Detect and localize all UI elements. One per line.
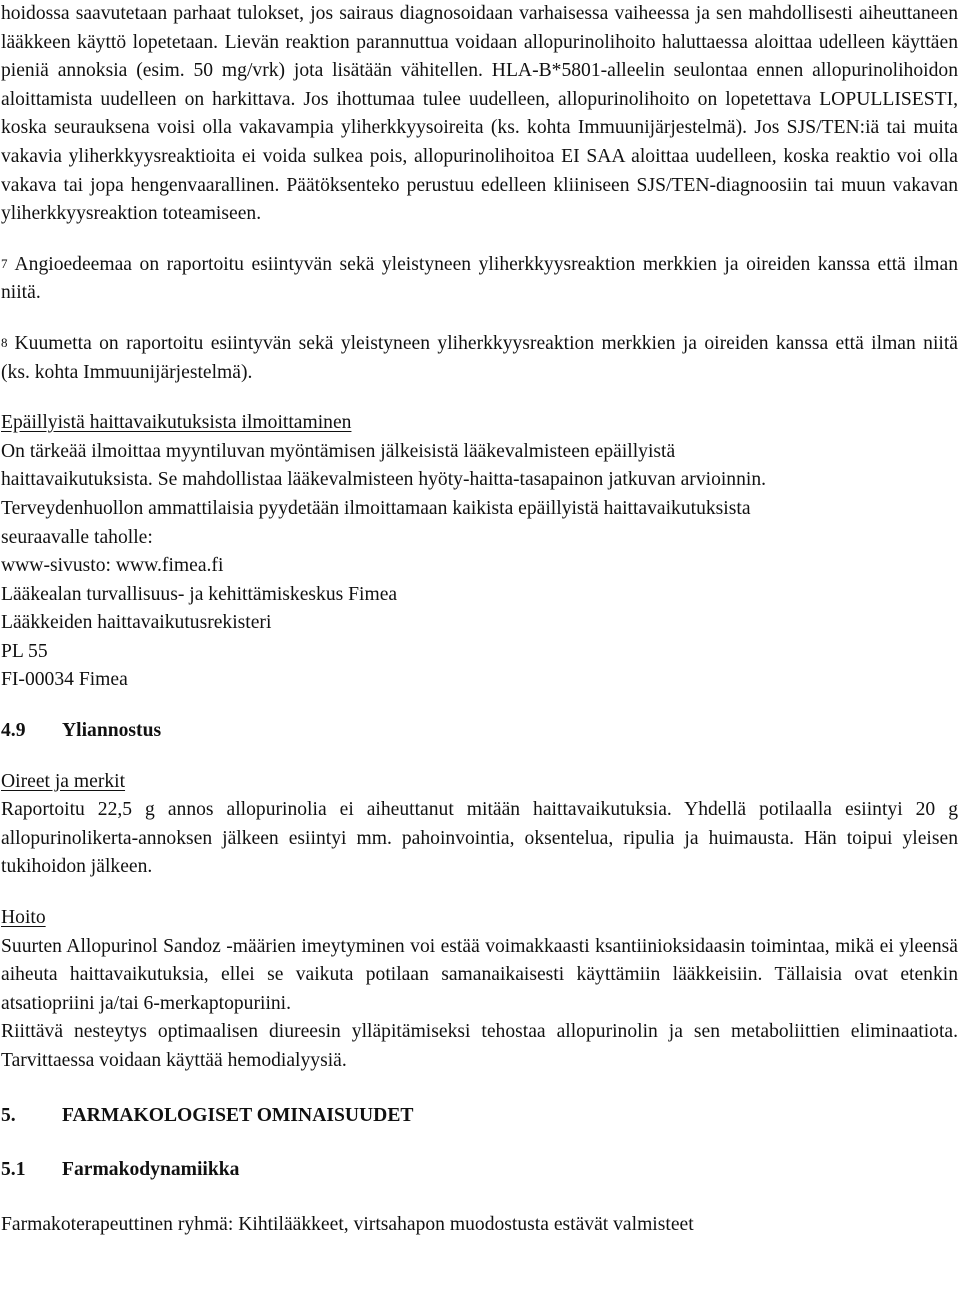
reporting-line: On tärkeää ilmoittaa myyntiluvan myöntämisen jälkeisistä lääkevalmisteen epäillyistä — [1, 440, 676, 462]
section-number: 5.1 — [1, 1159, 26, 1181]
reporting-line: seuraavalle taholle: — [1, 526, 153, 548]
reporting-line: Lääkkeiden haittavaikutusrekisteri — [1, 612, 272, 634]
footnote-7 — [1, 251, 958, 308]
reporting-heading: Epäillyistä haittavaikutuksista ilmoittaminen — [1, 412, 352, 434]
section-heading-5 — [1, 1102, 958, 1131]
reporting-line: PL 55 — [1, 640, 48, 662]
reporting-website: www-sivusto: www.fimea.fi — [1, 555, 224, 577]
symptoms-text: Raportoitu 22,5 g annos allopurinolia ei aiheuttanut mitään haittavaikutuksia. Yhdellä potilaalla esiintyi 20 g allopurinolikerta-annoksen jälkeen esiintyi mm. pahoinvointia, oksentelua, ripulia ja huimausta. Hän toipui yleisen tukihoidon jälkeen. — [1, 799, 958, 878]
section-title: Farmakodynamiikka — [62, 1159, 240, 1181]
footnote-8 — [1, 330, 958, 387]
reporting-line: haittavaikutuksista. Se mahdollistaa lääkevalmisteen hyöty-haitta-tasapainon jatkuvan arvioinnin. — [1, 469, 767, 491]
footnote-text: Kuumetta on raportoitu esiintyvän sekä yleistyneen yliherkkyysreaktion merkkien ja oireiden kanssa että ilman niitä (ks. kohta Immuunijärjestelmä). — [1, 332, 958, 383]
reporting-line: FI-00034 Fimea — [1, 669, 128, 691]
pharmacotherapeutic-group: Farmakoterapeuttinen ryhmä: Kihtilääkkeet, virtsahapon muodostusta estävät valmisteet — [1, 1213, 694, 1235]
footnote-text: Angioedeemaa on raportoitu esiintyvän sekä yleistyneen yliherkkyysreaktion merkkien ja oireiden kanssa että ilman niitä. — [1, 253, 958, 304]
footnote-marker: 8 — [1, 334, 8, 350]
footnote-marker: 7 — [1, 255, 8, 271]
section-title: Yliannostus — [62, 720, 162, 742]
section-heading-5-1 — [1, 1156, 958, 1185]
section-title: FARMAKOLOGISET OMINAISUUDET — [62, 1104, 414, 1126]
section-heading-4-9 — [1, 717, 958, 746]
section-number: 4.9 — [1, 720, 26, 742]
treatment-text: Riittävä nesteytys optimaalisen diureesin ylläpitämiseksi tehostaa allopurinolin ja sen metaboliittien eliminaatiota. Tarvittaessa voidaan käyttää hemodialyysiä. — [1, 1021, 958, 1071]
reporting-line: Terveydenhuollon ammattilaisia pyydetään ilmoittamaan kaikista epäillyistä haittavaikutuksista — [1, 497, 751, 519]
section-number: 5. — [1, 1104, 16, 1126]
intro-paragraph: hoidossa saavutetaan parhaat tulokset, jos sairaus diagnosoidaan varhaisessa vaiheessa ja sen mahdollisesti aiheuttaneen lääkkeen käyttö lopetetaan. Lievän reaktion parannuttua voidaan allopurinolihoito haluttaessa aloittaa udelleen käyttäen pieniä annoksia (esim. 50 mg/vrk) jota lisätään vähitellen. HLA-B*5801-alleelin seulontaa ennen allopurinolihoidon aloittamista uudelleen on harkittava. Jos ihottumaa tulee uudelleen, allopurinolihoito on lopetettava LOPULLISESTI, koska seurauksena voisi olla vakavampia yliherkkyysoireita (ks. kohta Immuunijärjestelmä). Jos SJS/TEN:iä tai muita vakavia yliherkkyysreaktioita ei voida sulkea pois, allopurinolihoitoa EI SAA aloittaa uudelleen, koska reaktio voi olla vakava tai jopa hengenvaarallinen. Päätöksenteko perustuu edelleen kliiniseen SJS/TEN-diagnoosiin tai muun vakavan yliherkkyysreaktion toteamiseen. — [1, 3, 958, 225]
treatment-text: Suurten Allopurinol Sandoz -määrien imeytyminen voi estää voimakkaasti ksantiinioksidaasin toimintaa, mikä ei yleensä aiheuta haittavaikutuksia, ellei se vaikuta potilaan samanaikaisesti käyttämiin lääkkeisiin. Tällaisia ovat etenkin atsatiopriini ja/tai 6-merkaptopuriini. — [1, 935, 958, 1014]
treatment-heading: Hoito — [1, 907, 46, 929]
symptoms-heading: Oireet ja merkit — [1, 770, 126, 792]
reporting-line: Lääkealan turvallisuus- ja kehittämiskeskus Fimea — [1, 583, 398, 605]
